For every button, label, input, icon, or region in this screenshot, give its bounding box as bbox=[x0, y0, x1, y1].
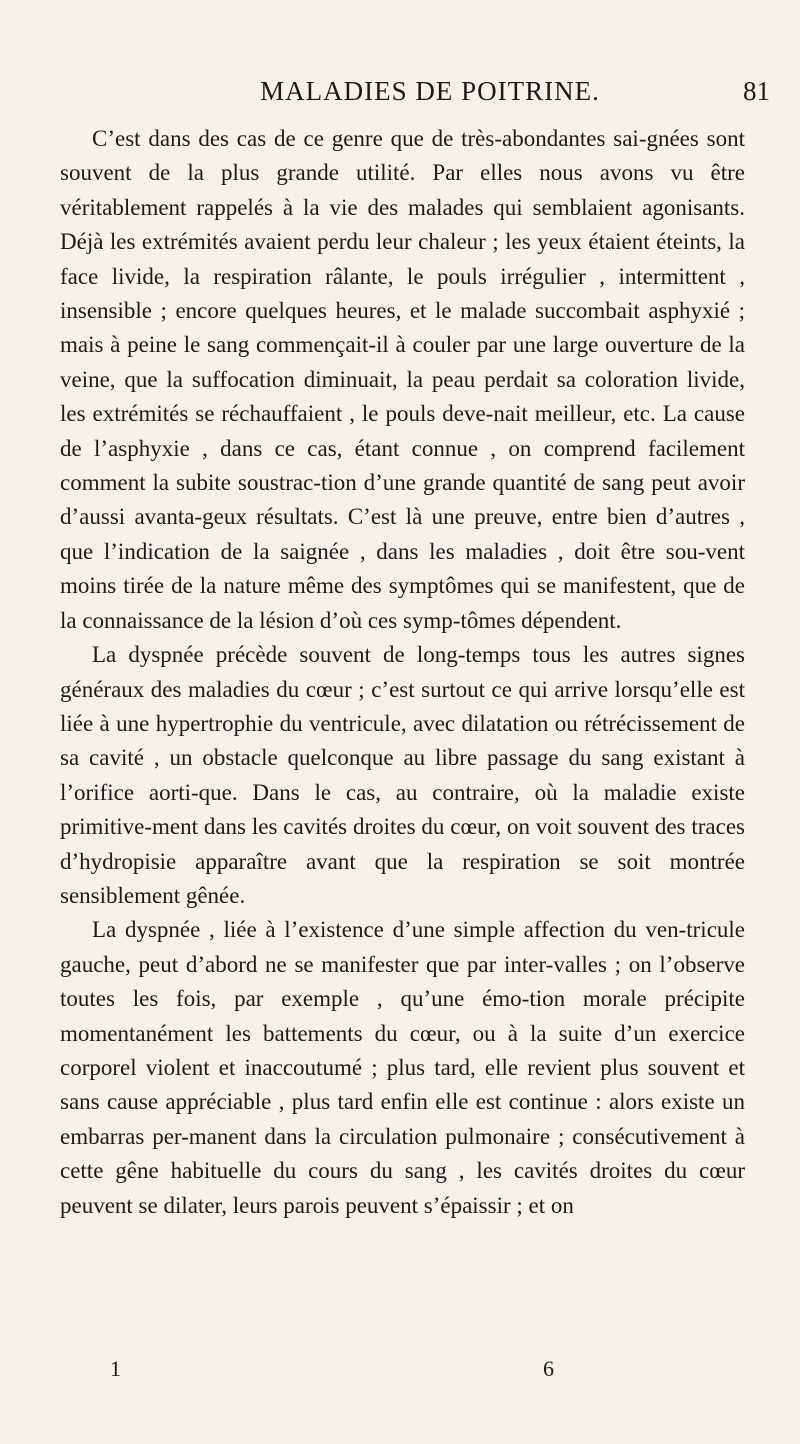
paragraph: La dyspnée , liée à l’existence d’une simple affection du ven-tricule gauche, peut d’abord ne se manifester que par inter-valles ; on l’observe toutes les fois, par exemple , qu’une émo-tion morale précipite momentanément les battements du cœur, ou à la suite d’un exercice corporel violent et inaccoutumé ; plus tard, elle revient plus souvent et sans cause appréciable , plus tard enfin elle est continue : alors existe un embarras per-manent dans la circulation pulmonaire ; consécutivement à cette gêne habituelle du cours du sang , les cavités droites du cœur peuvent se dilater, leurs parois peuvent s’épaissir ; et on bbox=[60, 917, 745, 1218]
signature-mark-left: 1 bbox=[110, 1356, 121, 1381]
signature-mark-right: 6 bbox=[543, 1356, 554, 1381]
page-header bbox=[120, 76, 770, 116]
body-text bbox=[60, 122, 745, 1223]
paragraph: C’est dans des cas de ce genre que de très-abondantes sai-gnées sont souvent de la plus grande utilité. Par elles nous avons vu être véritablement rappelés à la vie des malades qui semblaient agonisants. Déjà les extrémités avaient perdu leur chaleur ; les yeux étaient éteints, la face livide, la respiration râlante, le pouls irrégulier , intermittent , insensible ; encore quelques heures, et le malade succombait asphyxié ; mais à peine le sang commençait-il à couler par une large ouverture de la veine, que la suffocation diminuait, la peau perdait sa coloration livide, les extrémités se réchauffaient , le pouls deve-nait meilleur, etc. La cause de l’asphyxie , dans ce cas, étant connue , on comprend facilement comment la subite soustrac-tion d’une grande quantité de sang peut avoir d’aussi avanta-geux résultats. C’est là une preuve, entre bien d’autres , que l’indication de la saignée , dans les maladies , doit être sou-vent moins tirée de la nature même des symptômes qui se manifestent, que de la connaissance de la lésion d’où ces symp-tômes dépendent. bbox=[60, 126, 745, 633]
running-title: MALADIES DE POITRINE. bbox=[260, 76, 600, 106]
page-number: 81 bbox=[743, 76, 770, 106]
paragraph: La dyspnée précède souvent de long-temps tous les autres signes généraux des maladies du cœur ; c’est surtout ce qui arrive lorsqu’elle est liée à une hypertrophie du ventricule, avec dilatation ou rétrécissement de sa cavité , un obstacle quelconque au libre passage du sang existant à l’orifice aorti-que. Dans le cas, au contraire, où la maladie existe primitive-ment dans les cavités droites du cœur, on voit souvent des traces d’hydropisie apparaître avant que la respiration se soit montrée sensiblement gênée. bbox=[60, 642, 745, 908]
